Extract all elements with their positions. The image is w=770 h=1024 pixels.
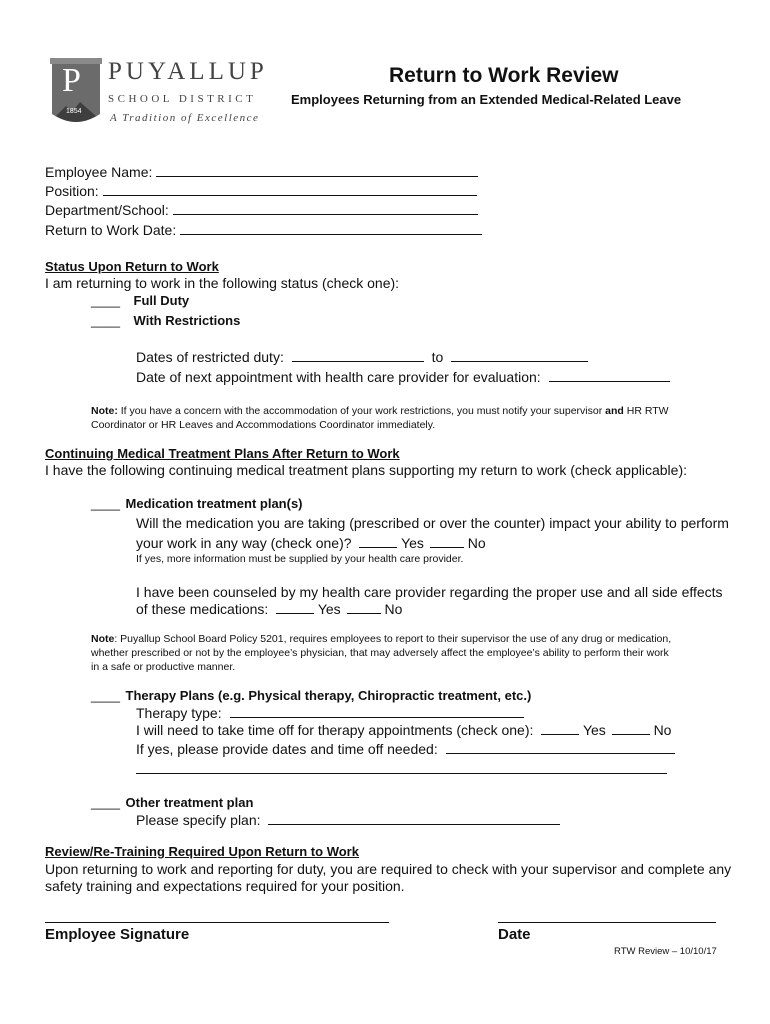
full-duty-option[interactable] (91, 292, 189, 309)
return-date-field[interactable] (180, 221, 482, 235)
counseled-statement: I have been counseled by my health care provider regarding the proper use and all side effects (136, 584, 723, 600)
restricted-duty-label: Dates of restricted duty: (136, 349, 284, 365)
page-subtitle: Employees Returning from an Extended Medical-Related Leave (291, 92, 682, 107)
therapy-type-field[interactable] (230, 704, 524, 718)
therapy-dates-label: If yes, please provide dates and time off needed: (136, 741, 438, 757)
date-label: Date (498, 926, 531, 943)
restriction-note-text: If you have a concern with the accommodation of your work restrictions, you must notify your supervisor (120, 405, 603, 417)
department-label: Department/School: (45, 202, 169, 218)
counseled-yes-blank[interactable] (276, 600, 314, 614)
logo-year: 1854 (66, 108, 82, 115)
next-appointment-field[interactable] (549, 368, 670, 382)
therapy-dates-field-line2[interactable] (136, 773, 667, 774)
policy-note-line2: whether prescribed or not by the employee’s physician, that may adversely affect the employee’s ability to perform their work (91, 647, 669, 659)
logo-name: PUYALLUP (108, 58, 268, 85)
counseled-no-label: No (384, 601, 403, 617)
other-treatment-option[interactable] (91, 794, 253, 811)
counseled-yes-label: Yes (317, 601, 341, 617)
return-date-label: Return to Work Date: (45, 222, 177, 238)
restriction-note-text-2: HR RTW (626, 405, 669, 417)
with-restrictions-checkbox[interactable]: ____ (91, 313, 120, 328)
logo-district: SCHOOL DISTRICT (108, 93, 257, 105)
page-title: Return to Work Review (389, 64, 619, 87)
restriction-note-and: and (605, 405, 624, 417)
other-treatment-label: Other treatment plan (125, 795, 254, 810)
medication-yes-label: Yes (401, 535, 424, 551)
date-line[interactable] (498, 922, 716, 923)
employee-signature-line[interactable] (45, 922, 389, 923)
position-label: Position: (45, 183, 99, 199)
full-duty-checkbox[interactable]: ____ (91, 293, 120, 308)
medication-label: Medication treatment plan(s) (125, 496, 303, 511)
medication-ifyes-note: If yes, more information must be supplied by your health care provider. (136, 553, 464, 565)
therapy-checkbox[interactable]: ____ (91, 688, 120, 703)
review-text-2: safety training and expectations required for your position. (45, 878, 405, 894)
medication-option[interactable] (91, 495, 303, 512)
policy-note-label: Note (91, 633, 115, 645)
logo-monogram: P (62, 62, 81, 99)
status-intro: I am returning to work in the following status (check one): (45, 275, 400, 291)
therapy-type-label: Therapy type: (136, 705, 222, 721)
treatment-heading: Continuing Medical Treatment Plans After Return to Work (45, 446, 400, 461)
next-appointment-label: Date of next appointment with health care provider for evaluation: (136, 369, 541, 385)
status-heading: Status Upon Return to Work (45, 259, 219, 274)
medication-question: Will the medication you are taking (prescribed or over the counter) impact your ability to perform (136, 515, 729, 531)
position-field[interactable] (103, 182, 477, 196)
full-duty-label: Full Duty (133, 293, 190, 308)
therapy-yes-blank[interactable] (541, 721, 579, 735)
employee-name-field[interactable] (156, 163, 478, 177)
therapy-dates-field[interactable] (446, 740, 675, 754)
department-field[interactable] (173, 201, 478, 215)
with-restrictions-label: With Restrictions (133, 313, 241, 328)
other-treatment-checkbox[interactable]: ____ (91, 795, 120, 810)
review-text: Upon returning to work and reporting for duty, you are required to check with your supervisor and complete any (45, 861, 732, 877)
medication-no-label: No (467, 535, 486, 551)
restricted-to-field[interactable] (451, 348, 588, 362)
counseled-statement-2: of these medications: (136, 601, 269, 617)
restriction-note-line2: Coordinator or HR Leaves and Accommodations Coordinator immediately. (91, 419, 436, 431)
counseled-no-blank[interactable] (347, 600, 381, 614)
policy-note-text: : Puyallup School Board Policy 5201, requires employees to report to their supervisor the use of any drug or medication, (114, 633, 672, 645)
restricted-from-field[interactable] (292, 348, 424, 362)
restriction-note-label: Note: (91, 405, 118, 417)
restricted-to-label: to (431, 349, 444, 365)
therapy-no-blank[interactable] (612, 721, 650, 735)
medication-no-blank[interactable] (430, 534, 464, 548)
review-heading: Review/Re-Training Required Upon Return to Work (45, 844, 359, 859)
therapy-yes-label: Yes (582, 722, 606, 738)
therapy-no-label: No (653, 722, 672, 738)
medication-question-2: your work in any way (check one)? (136, 535, 352, 551)
other-specify-field[interactable] (268, 811, 560, 825)
therapy-option[interactable] (91, 687, 531, 704)
medication-checkbox[interactable]: ____ (91, 496, 120, 511)
employee-name-label: Employee Name: (45, 164, 153, 180)
other-specify-label: Please specify plan: (136, 812, 261, 828)
medication-yes-blank[interactable] (359, 534, 397, 548)
logo-tagline: A Tradition of Excellence (110, 112, 260, 124)
policy-note-line3: in a safe or productive manner. (91, 661, 236, 673)
with-restrictions-option[interactable] (91, 312, 240, 329)
form-version-footer: RTW Review – 10/10/17 (614, 946, 717, 957)
therapy-timeoff-label: I will need to take time off for therapy appointments (check one): (136, 722, 534, 738)
therapy-label: Therapy Plans (e.g. Physical therapy, Chiropractic treatment, etc.) (125, 688, 532, 703)
treatment-intro: I have the following continuing medical treatment plans supporting my return to work (check applicable): (45, 462, 687, 478)
employee-signature-label: Employee Signature (45, 926, 190, 943)
